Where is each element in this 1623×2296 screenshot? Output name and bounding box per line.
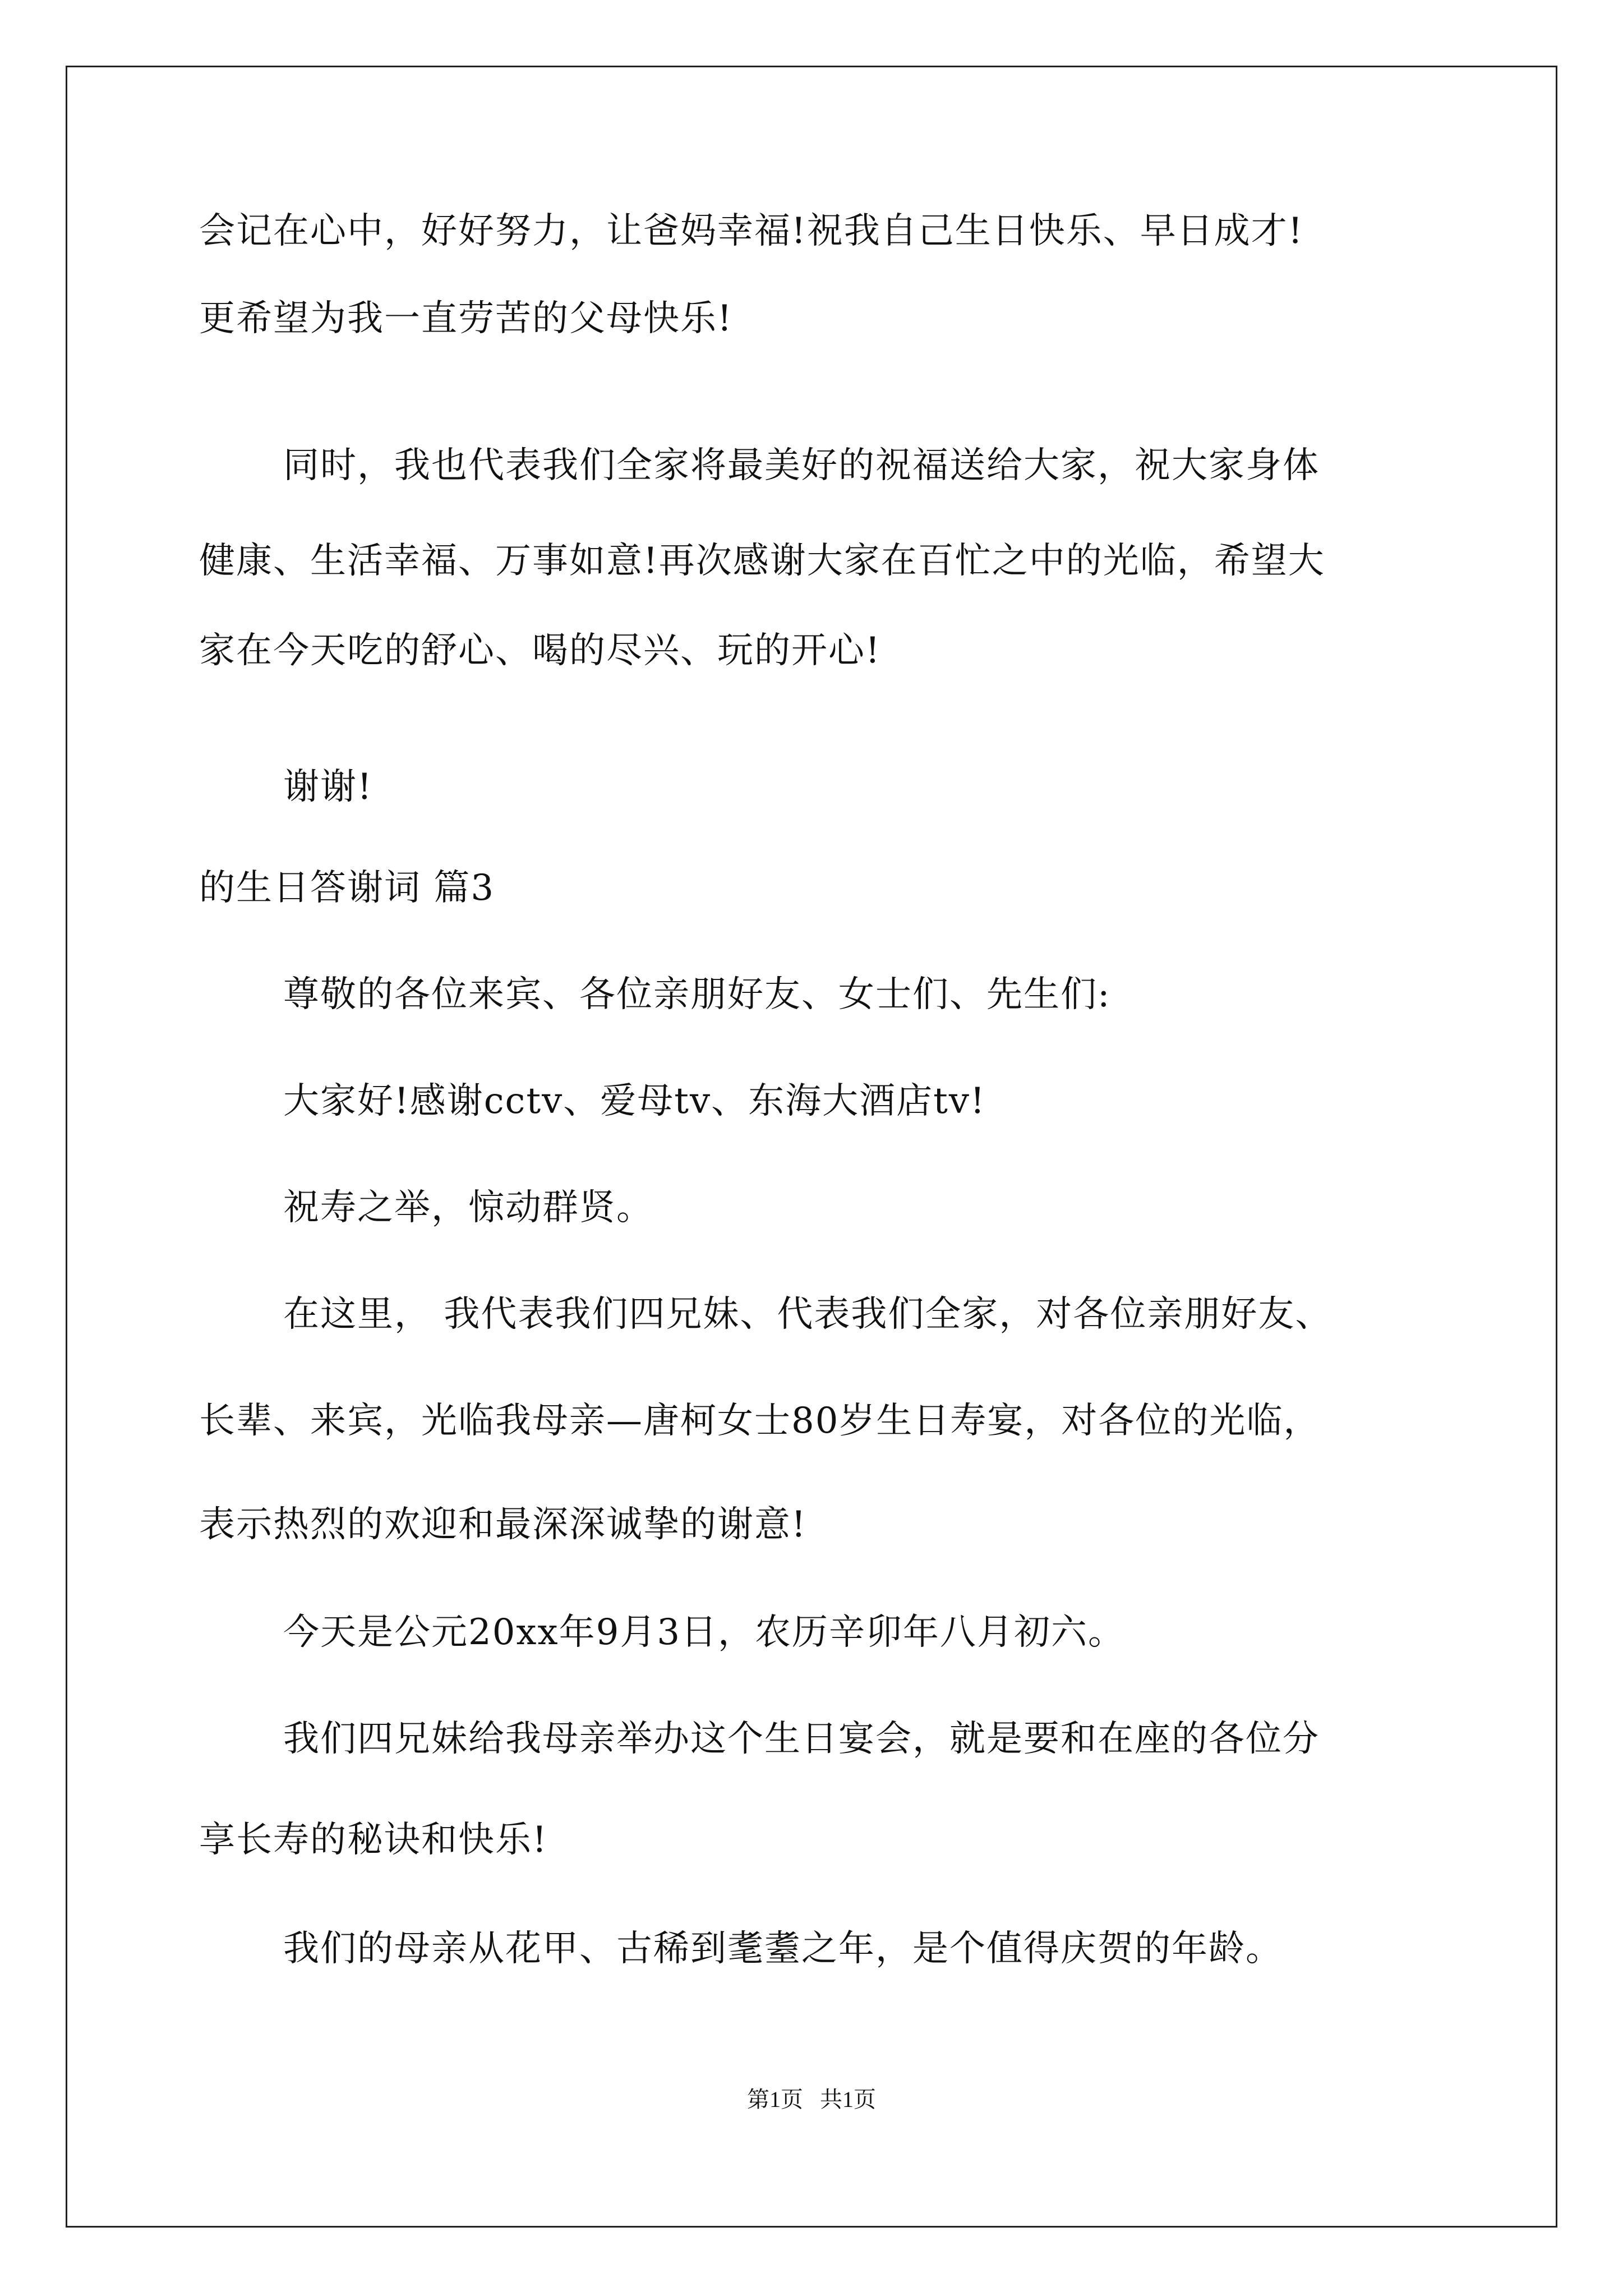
text-line-5: 家在今天吃的舒心、喝的尽兴、玩的开心!: [199, 630, 881, 671]
section-heading: 的生日答谢词 篇3: [199, 867, 495, 909]
page-footer: 第1页 共1页: [747, 2087, 876, 2112]
text-line-1: 会记在心中，好好努力，让爸妈幸福!祝我自己生日快乐、早日成才!: [199, 210, 1304, 252]
text-line-16: 享长寿的秘诀和快乐!: [199, 1819, 548, 1861]
page-border: [66, 66, 1557, 2228]
text-line-10: 祝寿之举，惊动群贤。: [283, 1187, 653, 1228]
text-line-9: 大家好!感谢cctv、爱母tv、东海大酒店tv!: [283, 1080, 986, 1122]
text-line-3: 同时，我也代表我们全家将最美好的祝福送给大家，祝大家身体: [283, 445, 1320, 486]
text-line-11: 在这里， 我代表我们四兄妹、代表我们全家，对各位亲朋好友、: [283, 1294, 1332, 1335]
text-line-4: 健康、生活幸福、万事如意!再次感谢大家在百忙之中的光临，希望大: [199, 540, 1325, 582]
text-line-8: 尊敬的各位来宾、各位亲朋好友、女士们、先生们:: [283, 974, 1111, 1015]
text-line-6: 谢谢!: [283, 766, 373, 808]
text-line-14: 今天是公元20xx年9月3日，农历辛卯年八月初六。: [283, 1612, 1126, 1653]
text-line-17: 我们的母亲从花甲、古稀到耄耋之年，是个值得庆贺的年龄。: [283, 1928, 1283, 1970]
text-line-13: 表示热烈的欢迎和最深深诚挚的谢意!: [199, 1504, 807, 1545]
text-line-15: 我们四兄妹给我母亲举办这个生日宴会，就是要和在座的各位分: [283, 1718, 1320, 1760]
text-line-2: 更希望为我一直劳苦的父母快乐!: [199, 298, 733, 339]
text-line-12: 长辈、来宾，光临我母亲—唐柯女士80岁生日寿宴，对各位的光临，: [199, 1400, 1321, 1442]
